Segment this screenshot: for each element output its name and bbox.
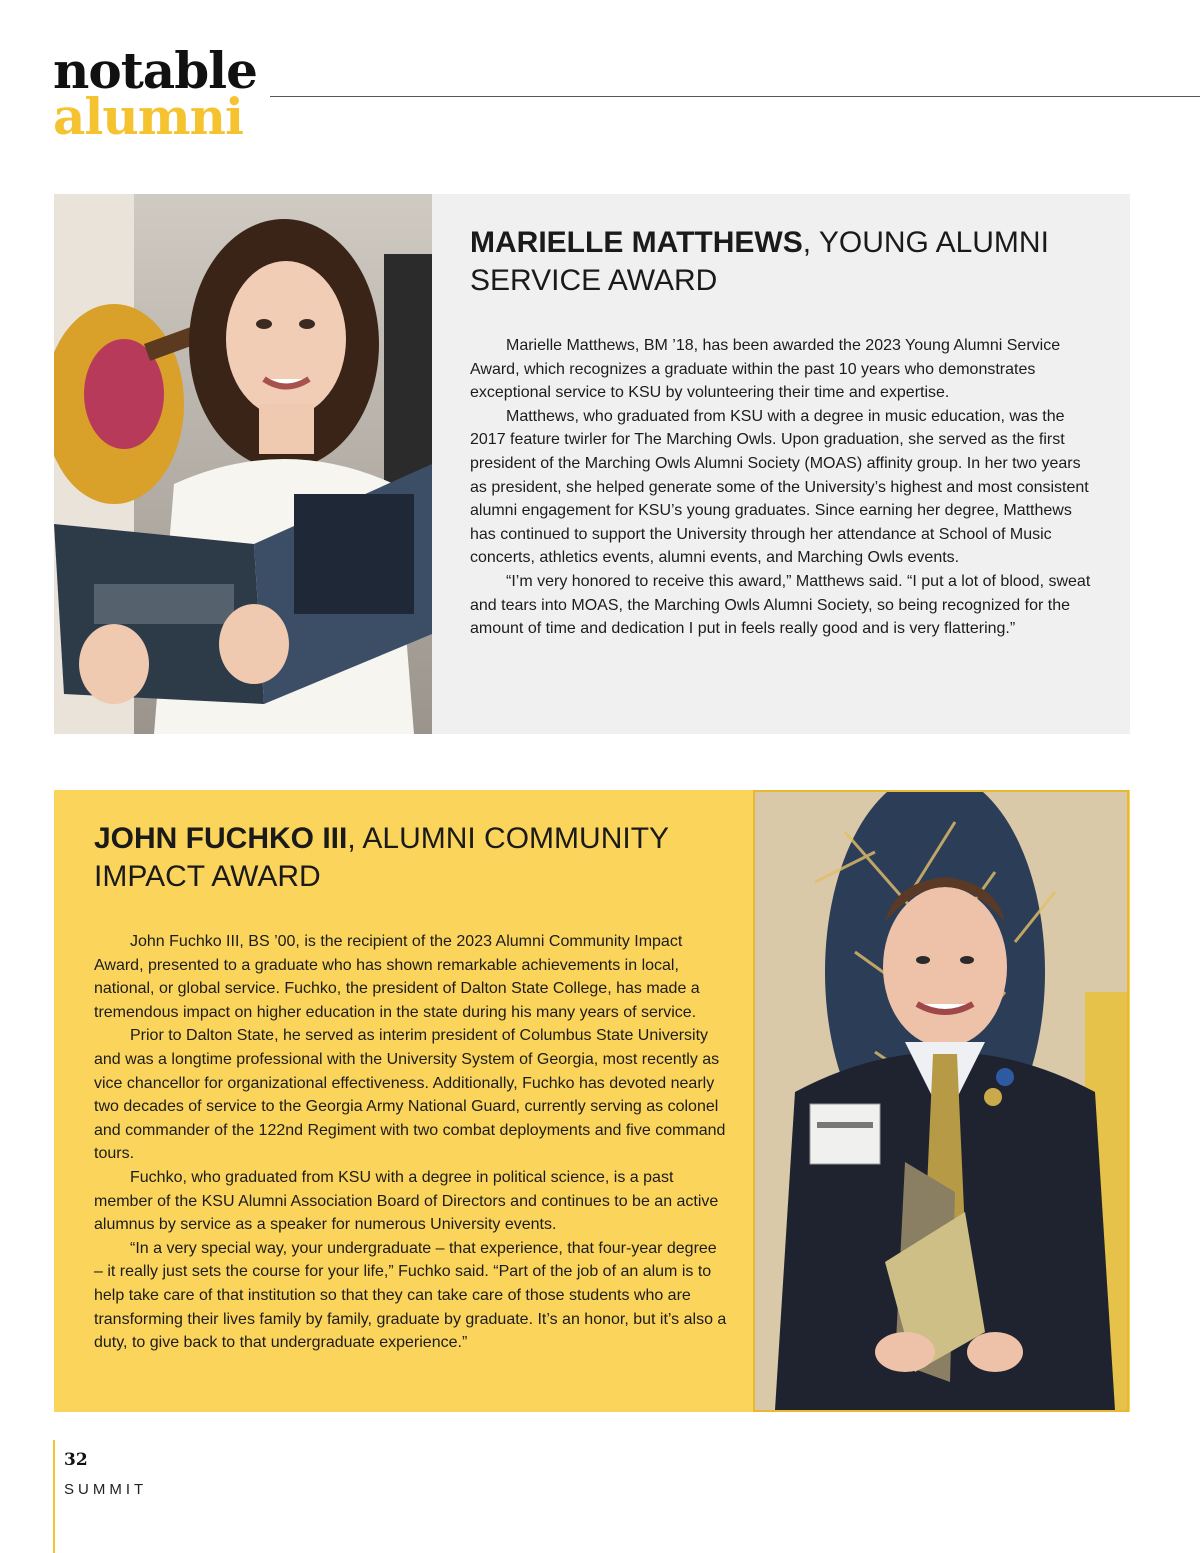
section-title [53,41,257,146]
body-paragraph: Fuchko, who graduated from KSU with a degree in political science, is a past member of the KSU Alumni Association Board of Directors and continues to be an active alumnus by service as a speaker for numerous University events. [94,1168,719,1234]
profile-text-matthews [470,224,1100,641]
section-title-line1: notable [53,41,257,100]
profile-body [470,334,1100,641]
magazine-name: SUMMIT [64,1481,148,1498]
body-paragraph: Prior to Dalton State, he served as interim president of Columbus State University and was a longtime professional with the University System of Georgia, most recently as vice chancellor for organizational effectiveness. Additionally, Fuchko has devoted nearly two decades of service to the Georgia Army National Guard, currently serving as colonel and commander of the 122nd Regiment with two combat deployments and five command tours. [94,1027,726,1163]
body-paragraph: Matthews, who graduated from KSU with a degree in music education, was the 2017 feature twirler for The Marching Owls. Upon graduation, she served as the first president of the Marching Owls Alumni Society (MOAS) affinity group. In her two years as president, she helped generate some of the University’s highest and most consistent alumni engagement for KSU’s young graduates. Since earning her degree, Matthews has continued to support the University through her attendance at School of Music concerts, athletics events, alumni events, and Marching Owls events. [470,407,1089,567]
section-title-line2: alumni [53,87,243,146]
profile-award: , YOUNG ALUMNI SERVICE AWARD [470,226,1049,297]
photo-matthews [54,194,432,734]
profile-name: MARIELLE MATTHEWS [470,226,803,259]
profile-heading [470,224,1100,300]
body-paragraph: John Fuchko III, BS ’00, is the recipient of the 2023 Alumni Community Impact Award, presented to a graduate who has shown remarkable achievements in local, national, or global service. Fuchko, the president of Dalton State College, has made a tremendous impact on higher education in the state during his many years of service. [94,933,700,1021]
photo-fuchko [753,790,1129,1412]
page-number: 32 [64,1450,88,1470]
body-paragraph: “I’m very honored to receive this award,” Matthews said. “I put a lot of blood, sweat and tears into MOAS, the Marching Owls Alumni Society, so being recognized for the amount of time and dedication I put in feels really good and is very flattering.” [470,572,1091,638]
body-paragraph: Marielle Matthews, BM ’18, has been awarded the 2023 Young Alumni Service Award, which recognizes a graduate within the past 10 years who demonstrates exceptional service to KSU by volunteering their time and expertise. [470,337,1061,402]
body-paragraph: “In a very special way, your undergraduate – that experience, that four-year degree – it really just sets the course for your life,” Fuchko said. “Part of the job of an alum is to help take care of that institution so that they can take care of those students who are transforming their lives family by family, graduate by graduate. It’s an honor, but it’s also a duty, to give back to that undergraduate experience.” [94,1239,727,1352]
profile-text-fuchko [94,820,730,1355]
profile-award: , ALUMNI COMMUNITY IMPACT AWARD [94,822,669,893]
profile-body [94,930,730,1355]
profile-heading [94,820,730,896]
profile-name: JOHN FUCHKO III [94,822,348,855]
footer-accent-bar [53,1440,55,1553]
title-rule [270,96,1200,97]
